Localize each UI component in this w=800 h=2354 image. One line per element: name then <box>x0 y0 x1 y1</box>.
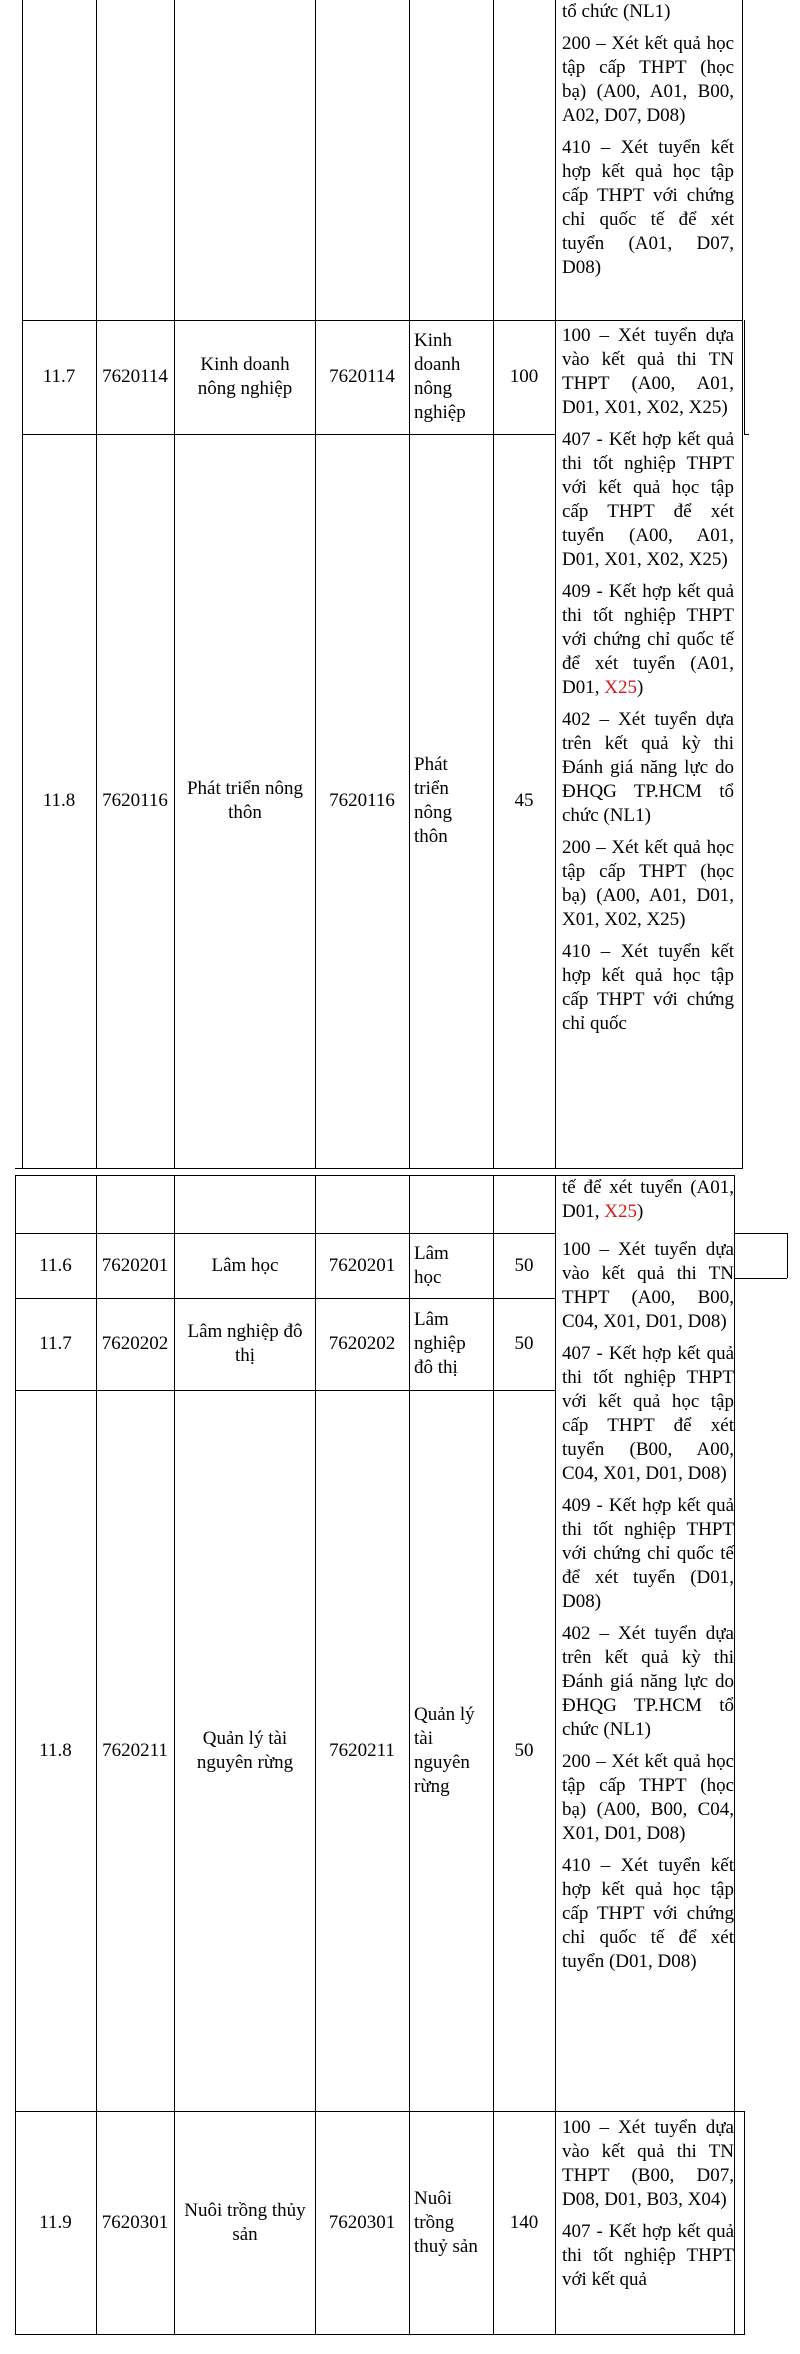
code-cell: 7620211 <box>102 1739 168 1761</box>
method-item: 200 – Xét kết quả học tập cấp THPT (học bạ) (A00, A01, B00, A02, D07, D08) <box>562 33 734 126</box>
name-cell: Nuôi trồng thủy sản <box>184 2199 306 2245</box>
stt-cell: 11.7 <box>42 366 76 387</box>
quota-cell: 50 <box>514 1739 534 1761</box>
method-item: 100 – Xét tuyển dựa vào kết quả thi TN THPT (B00, D07, D08, D01, B03, X04) <box>562 2117 734 2210</box>
name-cell: Kinh doanh nông nghiệp <box>197 354 293 399</box>
name-cell: Lâm học <box>211 1254 279 1276</box>
quota-cell: 100 <box>509 366 539 387</box>
methods-cell-top <box>562 0 734 288</box>
name-cell: Phát triển nông thôn <box>186 778 304 823</box>
code2-cell: 7620202 <box>328 1333 396 1354</box>
quota-cell: 140 <box>509 2211 539 2233</box>
name2-cell: Quản lý tài nguyên rừng <box>414 1703 475 1797</box>
name2-cell: Lâm học <box>414 1242 449 1288</box>
methods-continued <box>562 1176 734 1232</box>
methods-cell-d <box>562 2116 734 2300</box>
name2-cell: Lâm nghiệp đô thị <box>414 1309 466 1378</box>
code2-cell: 7620301 <box>328 2211 396 2233</box>
stt-cell: 11.8 <box>42 790 76 811</box>
method-item: tế để xét tuyển (A01, D01, X25) <box>562 1177 734 1222</box>
method-item: 407 - Kết hợp kết quả thi tốt nghiệp THPT với kết quả <box>562 2221 734 2290</box>
method-item: 409 - Kết hợp kết quả thi tốt nghiệp THPT với chứng chỉ quốc tế để xét tuyển (D01, D08) <box>562 1495 734 1612</box>
stt-cell: 11.7 <box>39 1333 72 1354</box>
stt-cell: 11.6 <box>39 1254 72 1276</box>
quota-cell: 50 <box>514 1333 534 1354</box>
method-item: 402 – Xét tuyển dựa trên kết quả kỳ thi Đánh giá năng lực do ĐHQG TP.HCM tổ chức (NL1) <box>562 1623 734 1740</box>
method-item: 407 - Kết hợp kết quả thi tốt nghiệp THPT với kết quả học tập cấp THPT để xét tuyển (A00, A01, D01, X01, X02, X25) <box>562 429 734 570</box>
highlight-code: X25 <box>604 1201 637 1222</box>
method-item: 410 – Xét tuyển kết hợp kết quả học tập cấp THPT với chứng chỉ quốc <box>562 941 734 1034</box>
method-item: tổ chức (NL1) <box>562 1 671 22</box>
name-cell: Quản lý tài nguyên rừng <box>196 1727 294 1773</box>
code-cell: 7620201 <box>101 1254 169 1276</box>
method-item: 100 – Xét tuyển dựa vào kết quả thi TN THPT (A00, A01, D01, X01, X02, X25) <box>562 325 734 418</box>
methods-cell-b <box>562 324 734 1044</box>
method-item: 100 – Xét tuyển dựa vào kết quả thi TN THPT (A00, B00, C04, X01, D01, D08) <box>562 1239 734 1332</box>
name-cell: Lâm nghiệp đô thị <box>187 1321 303 1366</box>
method-item: 407 - Kết hợp kết quả thi tốt nghiệp THPT với kết quả học tập cấp THPT để xét tuyển (B00, A00, C04, X01, D01, D08) <box>562 1343 734 1484</box>
code-cell: 7620301 <box>101 2211 169 2233</box>
code2-cell: 7620116 <box>329 790 395 811</box>
code-cell: 7620116 <box>102 790 168 811</box>
stt-cell: 11.8 <box>39 1739 72 1761</box>
methods-cell-c <box>562 1238 734 1982</box>
quota-cell: 50 <box>514 1254 534 1276</box>
code2-cell: 7620211 <box>329 1739 395 1761</box>
name2-cell: Kinh doanh nông nghiệp <box>414 330 466 423</box>
code-cell: 7620114 <box>102 366 168 387</box>
stt-cell: 11.9 <box>39 2211 72 2233</box>
code-cell: 7620202 <box>101 1333 169 1354</box>
method-item: 402 – Xét tuyển dựa trên kết quả kỳ thi Đánh giá năng lực do ĐHQG TP.HCM tổ chức (NL1) <box>562 709 734 826</box>
method-item: 200 – Xét kết quả học tập cấp THPT (học bạ) (A00, B00, C04, X01, D01, D08) <box>562 1751 734 1844</box>
code2-cell: 7620114 <box>329 366 395 387</box>
highlight-code: X25 <box>604 677 637 698</box>
code2-cell: 7620201 <box>328 1254 396 1276</box>
quota-cell: 45 <box>514 790 534 811</box>
name2-cell: Nuôi trồng thuỷ sản <box>414 2187 478 2257</box>
method-item: 409 - Kết hợp kết quả thi tốt nghiệp THPT với chứng chỉ quốc tế để xét tuyển (A01, D01, X25) <box>562 581 734 698</box>
method-item: 200 – Xét kết quả học tập cấp THPT (học bạ) (A00, A01, D01, X01, X02, X25) <box>562 837 734 930</box>
method-item: 410 – Xét tuyển kết hợp kết quả học tập cấp THPT với chứng chỉ quốc tế để xét tuyển (A01, D07, D08) <box>562 137 734 278</box>
method-item: 410 – Xét tuyển kết hợp kết quả học tập cấp THPT với chứng chỉ quốc tế để xét tuyển (D01, D08) <box>562 1855 734 1972</box>
name2-cell: Phát triển nông thôn <box>414 754 452 847</box>
